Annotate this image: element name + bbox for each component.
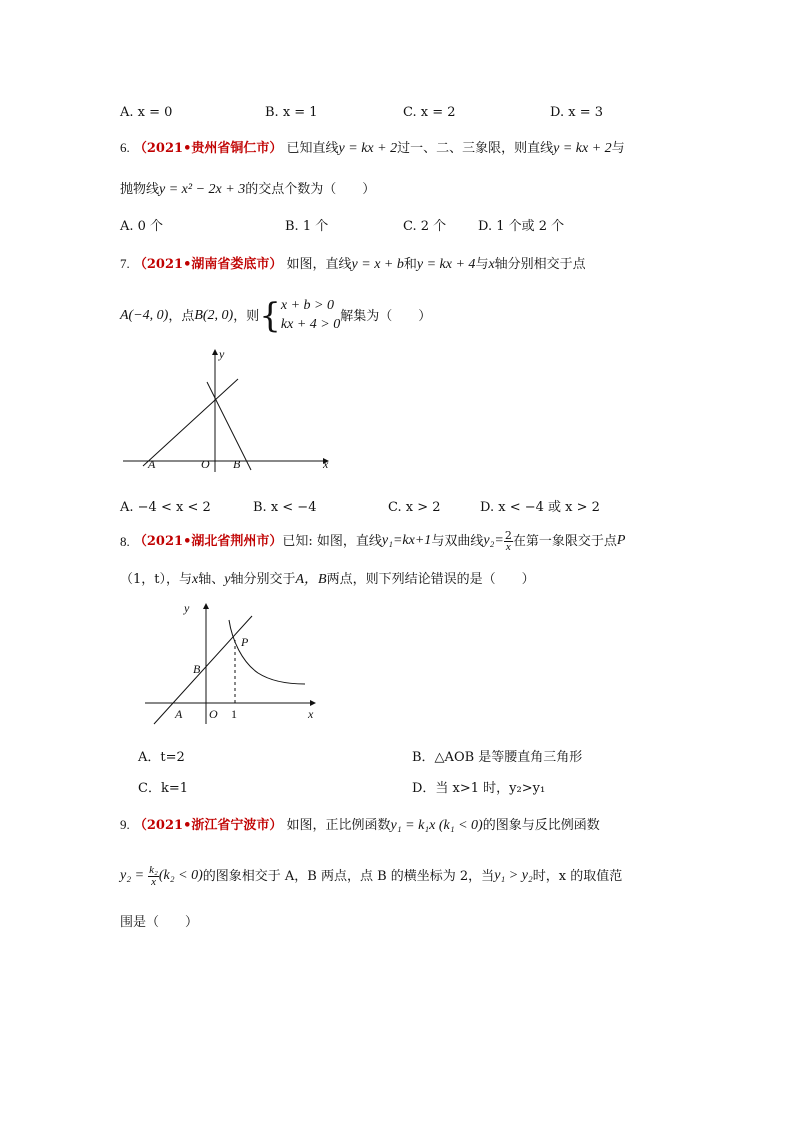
line-y-kx-plus-4 xyxy=(207,382,251,470)
q6-option-a: A. 0 个 xyxy=(120,219,164,234)
stem-text: 时，x 的取值范 xyxy=(532,868,623,884)
inequality: kx + 4 > 0 xyxy=(280,317,341,332)
q7-option-c: C. x > 2 xyxy=(388,500,441,515)
stem-text: 的交点个数为（ ） xyxy=(245,182,376,197)
stem-text: 如图，正比例函数 xyxy=(286,818,391,833)
fraction-numerator: k₂ xyxy=(149,863,158,876)
label-point-a: A xyxy=(175,707,183,721)
q9-stem-line-2 xyxy=(120,858,622,894)
equation: y = x² − 2x + 3 xyxy=(159,182,246,197)
q8-option-c: C．k=1 xyxy=(138,781,188,796)
stem-text: 的图象与反比例函数 xyxy=(482,818,600,833)
q9-stem-line-1 xyxy=(120,818,600,833)
variable: x xyxy=(192,572,199,587)
q7-option-b: B. x < −4 xyxy=(253,500,317,515)
stem-text: 轴分别相交于点 xyxy=(494,257,586,272)
q5-option-a: A. x = 0 xyxy=(120,105,173,120)
question-number: 6. xyxy=(120,140,130,155)
stem-text: 两点，则下列结论错误的是（ ） xyxy=(326,572,535,587)
point-a: A(−4, 0) xyxy=(120,308,169,323)
stem-text: 已知直线 xyxy=(286,141,339,156)
stem-text: 在第一象限交于点 xyxy=(512,533,617,549)
q7-figure xyxy=(118,346,338,474)
inequality: y₁ > y₂ xyxy=(494,868,533,883)
equation: y = kx + 4 xyxy=(416,257,476,272)
label-y: y xyxy=(184,601,190,615)
line-y1 xyxy=(154,616,252,724)
equation: y₁=kx+1 xyxy=(381,533,432,548)
points-ab: A，B xyxy=(295,572,327,587)
equation: y₁ = k₁x (k₁ < 0) xyxy=(390,818,483,833)
label-one: 1 xyxy=(231,707,237,721)
stem-text: 的图象相交于 A，B 两点，点 B 的横坐标为 2，当 xyxy=(202,868,495,884)
stem-text: 轴、 xyxy=(198,572,225,587)
fraction-numerator: 2 xyxy=(504,528,512,542)
question-source: （2021•湖南省娄底市） xyxy=(133,257,283,272)
q7-option-d: D. x < −4 或 x > 2 xyxy=(480,500,600,515)
equation: y₂ = xyxy=(120,868,145,883)
equation: y₂= xyxy=(483,533,504,548)
hyperbola-y2 xyxy=(229,620,305,684)
variable: x xyxy=(488,257,495,272)
point-p: P xyxy=(616,533,626,548)
label-y: y xyxy=(219,347,225,361)
question-source: （2021•贵州省铜仁市） xyxy=(133,141,283,156)
q8-stem-line-1 xyxy=(120,527,625,555)
point-b: B(2, 0) xyxy=(194,308,234,323)
q5-option-c: C. x = 2 xyxy=(403,105,456,120)
stem-text: 解集为（ ） xyxy=(340,308,432,324)
q8-option-a: A．t=2 xyxy=(138,750,185,765)
q5-option-b: B. x = 1 xyxy=(265,105,318,120)
q7-option-a: A. −4 < x < 2 xyxy=(120,500,211,515)
label-point-b: B xyxy=(193,662,201,676)
stem-text: 过一、二、三象限，则直线 xyxy=(397,141,554,156)
question-source: （2021•湖北省荆州市） xyxy=(133,533,283,549)
q8-stem-line-2 xyxy=(120,573,535,587)
variable: y xyxy=(224,572,231,587)
stem-text: 和 xyxy=(403,257,417,272)
q6-stem-line-1 xyxy=(120,141,625,156)
label-x: x xyxy=(308,707,314,721)
equation: (k₂ < 0) xyxy=(158,868,203,883)
fraction-denominator: x xyxy=(151,875,156,888)
equation: y = kx + 2 xyxy=(338,141,398,156)
stem-text: 与 xyxy=(475,257,489,272)
stem-text: 抛物线 xyxy=(120,182,160,197)
question-number: 9. xyxy=(120,817,130,832)
q6-option-c: C. 2 个 xyxy=(403,219,447,234)
label-origin: O xyxy=(201,457,210,471)
label-point-a: A xyxy=(148,457,156,471)
stem-text: （1，t），与 xyxy=(120,572,192,587)
q5-option-d: D. x = 3 xyxy=(550,105,603,120)
q6-option-d: D. 1 个或 2 个 xyxy=(478,219,565,234)
stem-text: ，点 xyxy=(168,308,195,324)
equation: y = x + b xyxy=(351,257,404,272)
label-point-p: P xyxy=(241,635,249,649)
question-source: （2021•浙江省宁波市） xyxy=(133,818,283,833)
label-origin: O xyxy=(209,707,218,721)
question-number: 8. xyxy=(120,533,130,549)
stem-text: ，则 xyxy=(233,308,260,324)
inequality: x + b > 0 xyxy=(280,298,334,314)
q8-option-b: B．△AOB 是等腰直角三角形 xyxy=(412,750,583,765)
q7-stem-line-1 xyxy=(120,257,586,272)
q8-figure xyxy=(140,598,325,728)
question-number: 7. xyxy=(120,256,130,271)
stem-text: 如图，直线 xyxy=(286,257,352,272)
q6-option-b: B. 1 个 xyxy=(285,219,329,234)
stem-text: 已知: 如图，直线 xyxy=(282,533,382,549)
inequality-system xyxy=(281,297,340,335)
fraction xyxy=(504,530,513,553)
label-point-b: B xyxy=(233,457,241,471)
q7-stem-line-2 xyxy=(120,296,431,336)
stem-text: 与 xyxy=(611,141,625,156)
label-x: x xyxy=(323,457,329,471)
fraction xyxy=(148,865,159,888)
q9-stem-line-3: 围是（ ） xyxy=(120,915,199,930)
stem-text: 与双曲线 xyxy=(431,533,484,549)
system-brace: { xyxy=(259,296,281,336)
q6-stem-line-2 xyxy=(120,183,375,197)
equation: y = kx + 2 xyxy=(553,141,612,156)
fraction-denominator: x xyxy=(505,540,511,553)
stem-text: 轴分别交于 xyxy=(230,572,296,587)
line-y-x-plus-b xyxy=(143,379,238,466)
q8-option-d: D．当 x>1 时，y₂>y₁ xyxy=(412,781,546,796)
